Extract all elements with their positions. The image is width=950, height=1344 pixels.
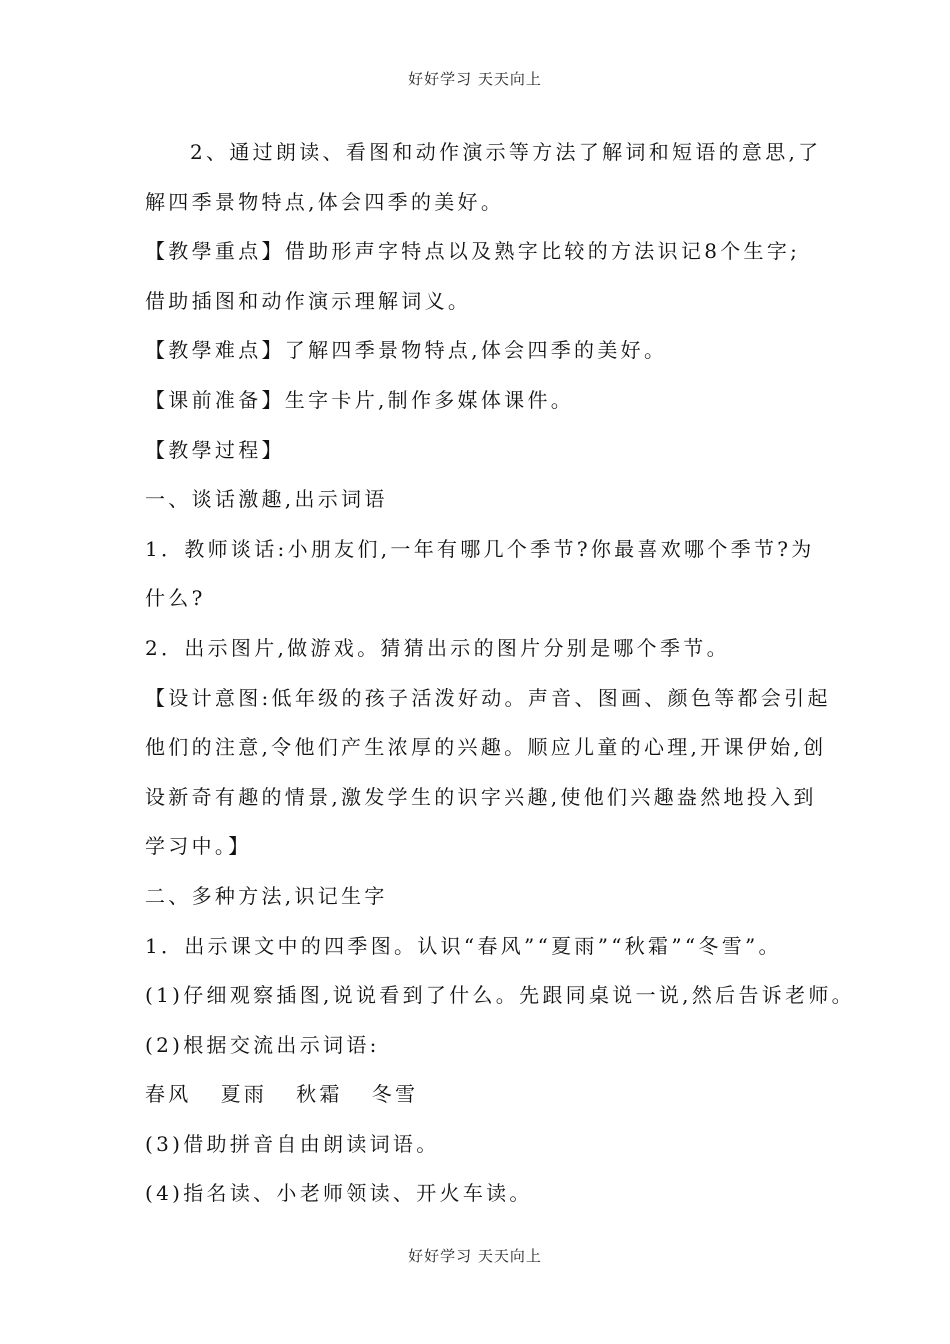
design-intent-line-4: 学习中。】 — [145, 834, 252, 859]
section-two-heading: 二、多种方法,识记生字 — [145, 883, 388, 908]
difficulties-line: 【教學难点】了解四季景物特点,体会四季的美好。 — [145, 338, 668, 363]
key-points-line-1: 【教學重点】借助形声字特点以及熟字比较的方法识记8个生字; — [145, 239, 801, 264]
process-heading: 【教學过程】 — [145, 437, 285, 462]
sub-step-3: (3)借助拼音自由朗读词语。 — [145, 1131, 440, 1156]
word-list: 春风 夏雨 秋霜 冬雪 — [145, 1082, 419, 1107]
design-intent-line-2: 他们的注意,令他们产生浓厚的兴趣。顺应儿童的心理,开课伊始,创 — [145, 735, 827, 760]
step-1-line-2: 什么? — [145, 586, 206, 611]
sub-step-4: (4)指名读、小老师领读、开火车读。 — [145, 1181, 533, 1206]
sub-step-1: (1)仔细观察插图,说说看到了什么。先跟同桌说一说,然后告诉老师。 — [145, 983, 855, 1008]
design-intent-line-1: 【设计意图:低年级的孩子活泼好动。声音、图画、颜色等都会引起 — [145, 685, 831, 710]
step-2-line: 2．出示图片,做游戏。猜猜出示的图片分别是哪个季节。 — [145, 635, 730, 660]
design-intent-line-3: 设新奇有趣的情景,激发学生的识字兴趣,使他们兴趣盎然地投入到 — [145, 784, 817, 809]
page-header: 好好学习 天天向上 — [408, 70, 542, 88]
section-two-step-1: 1．出示课文中的四季图。认识“春风”“夏雨”“秋霜”“冬雪”。 — [145, 933, 782, 958]
page-footer: 好好学习 天天向上 — [408, 1247, 542, 1265]
objective-line-1: 2、通过朗读、看图和动作演示等方法了解词和短语的意思,了 — [190, 140, 822, 164]
preparation-line: 【课前准备】生字卡片,制作多媒体课件。 — [145, 387, 575, 412]
document-body — [145, 128, 855, 1219]
sub-step-2: (2)根据交流出示词语: — [145, 1032, 380, 1057]
section-one-heading: 一、谈话激趣,出示词语 — [145, 487, 388, 512]
key-points-line-2: 借助插图和动作演示理解词义。 — [145, 288, 472, 313]
objective-line-2: 解四季景物特点,体会四季的美好。 — [145, 189, 505, 214]
step-1-line-1: 1．教师谈话:小朋友们,一年有哪几个季节?你最喜欢哪个季节?为 — [145, 536, 815, 561]
